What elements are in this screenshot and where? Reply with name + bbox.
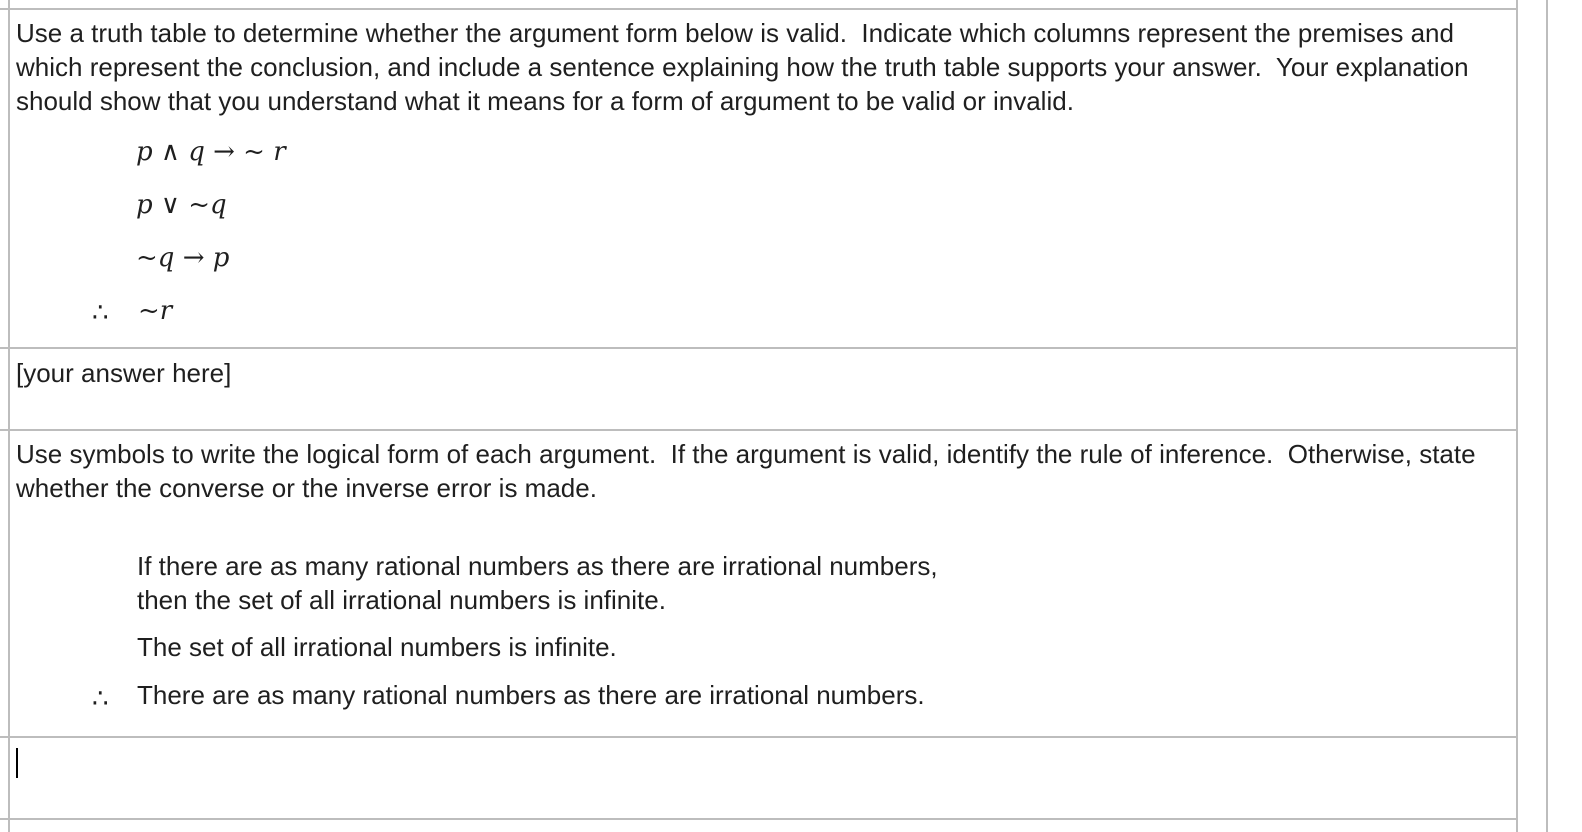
row-divider [0,429,1518,431]
text-cursor [16,748,18,778]
table-right-border [1516,0,1518,832]
premise-1-formula: p ∧ q → ~ r [136,137,286,167]
row-divider [0,347,1518,349]
conclusion-formula: ~r [138,296,173,326]
premise-2-formula: p ∨ ~q [136,190,227,220]
question-1-prompt: Use a truth table to determine whether the argument form below is valid. Indicate which columns represent the premises and which represent the conclusion, and include a sentence explaining how the truth table supports your answer. Your explanation should show that you understand what it means for a form of argument to be valid or invalid. [16,18,1476,116]
argument-conclusion: There are as many rational numbers as there are irrational numbers. [137,680,925,710]
argument-premise-1-line-1: If there are as many rational numbers as there are irrational numbers, [137,551,938,581]
question-2-prompt: Use symbols to write the logical form of each argument. If the argument is valid, identify the rule of inference. Otherwise, state whether the converse or the inverse error is made. [16,439,1483,503]
therefore-symbol: ∴ [92,684,109,714]
answer-cell-2[interactable] [10,738,1518,818]
answer-field[interactable]: [your answer here] [16,358,232,388]
table-left-border [8,0,10,832]
argument-premise-1-line-2: then the set of all irrational numbers is infinite. [137,585,666,615]
page-edge-border [1546,0,1548,832]
row-divider [0,818,1518,820]
premise-3-formula: ~q → p [136,243,230,273]
argument-premise-2: The set of all irrational numbers is infinite. [137,632,617,662]
row-divider [0,8,1518,10]
therefore-symbol: ∴ [92,298,109,328]
